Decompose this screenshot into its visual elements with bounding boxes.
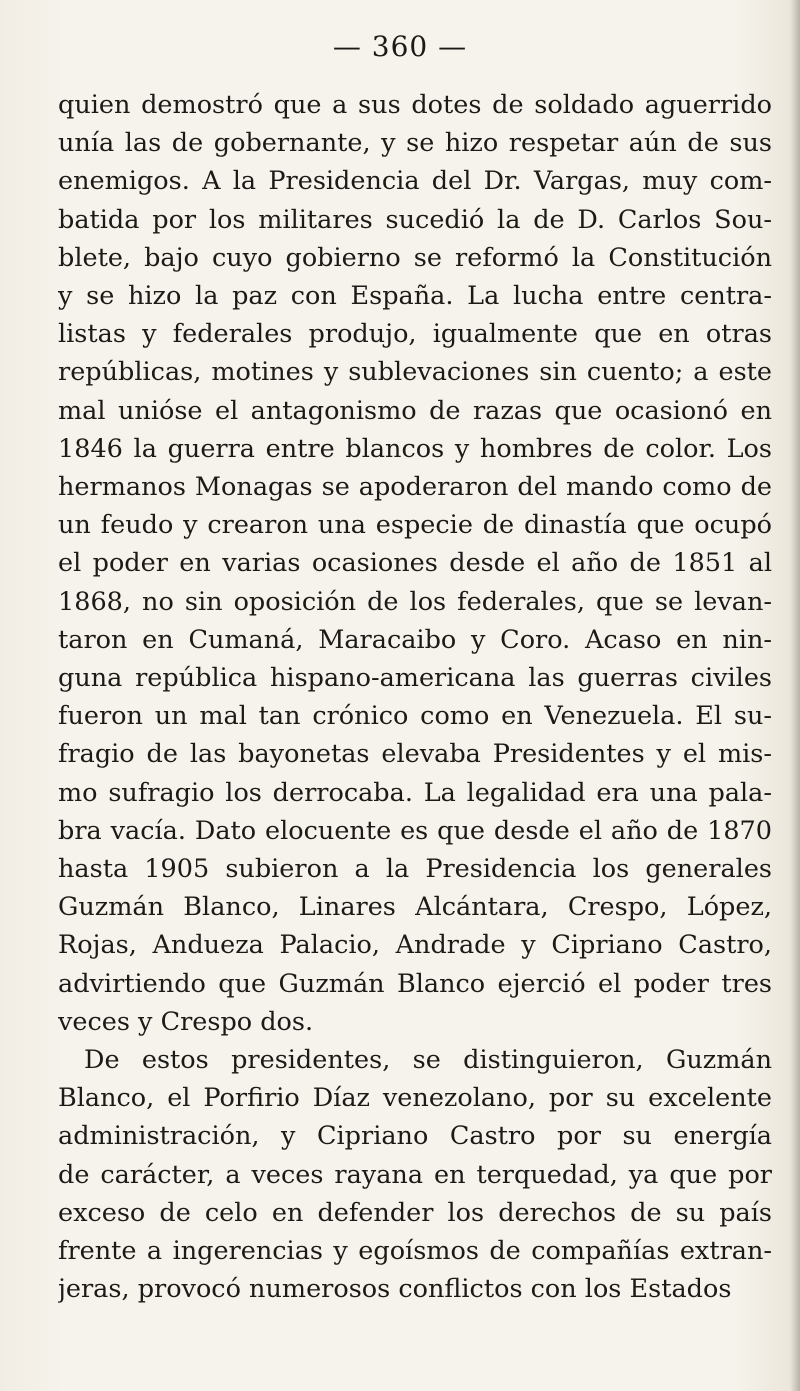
text-line: jeras, provocó numerosos conflictos con los Estados (58, 1274, 732, 1305)
text-line: quien demostró que a sus dotes de soldado aguerrido (58, 90, 772, 120)
text-line: el poder en varias ocasiones desde el año de 1851 al (58, 548, 772, 579)
text-line: bra vacía. Dato elocuente es que desde el año de 1870 (58, 815, 772, 846)
text-line: mo sufragio los derrocaba. La legalidad era una pala- (58, 777, 772, 808)
text-line: blete, bajo cuyo gobierno se reformó la Constitución (58, 242, 772, 273)
text-line: un feudo y crearon una especie de dinastía que ocupó (58, 510, 772, 541)
text-line: administración, y Cipriano Castro por su energía (58, 1121, 772, 1152)
page-body (58, 86, 772, 1309)
text-line: batida por los militares sucedió la de D. Carlos Sou- (58, 204, 772, 235)
page-number-header: — 360 — (332, 30, 468, 63)
text-line: guna república hispano-americana las guerras civiles (58, 663, 772, 694)
text-line: Blanco, el Porfirio Díaz venezolano, por su excelente (58, 1083, 772, 1114)
text-line: 1846 la guerra entre blancos y hombres de color. Los (58, 433, 772, 464)
text-line: enemigos. A la Presidencia del Dr. Vargas, muy com- (58, 166, 772, 197)
text-line: veces y Crespo dos. (58, 1006, 314, 1037)
text-line: advirtiendo que Guzmán Blanco ejerció el poder tres (58, 968, 772, 999)
text-line: taron en Cumaná, Maracaibo y Coro. Acaso en nin- (58, 624, 772, 655)
text-line: Rojas, Andueza Palacio, Andrade y Cipriano Castro, (58, 930, 772, 961)
text-line: mal unióse el antagonismo de razas que ocasionó en (58, 395, 772, 426)
text-line: y se hizo la paz con España. La lucha entre centra- (58, 281, 772, 312)
text-line: Guzmán Blanco, Linares Alcántara, Crespo, López, (58, 892, 772, 923)
text-line: hasta 1905 subieron a la Presidencia los generales (58, 854, 772, 885)
text-line: fragio de las bayonetas elevaba Presidentes y el mis- (58, 739, 772, 770)
text-line: De estos presidentes, se distinguieron, Guzmán (84, 1045, 772, 1076)
text-line: listas y federales produjo, igualmente que en otras (58, 319, 772, 350)
text-line: repúblicas, motines y sublevaciones sin cuento; a este (58, 357, 772, 388)
text-line: frente a ingerencias y egoísmos de compañías extran- (58, 1236, 772, 1267)
text-line: unía las de gobernante, y se hizo respetar aún de sus (58, 128, 772, 159)
text-line: hermanos Monagas se apoderaron del mando como de (58, 472, 772, 503)
paragraph-1 (58, 86, 772, 1041)
page-edge-shadow (790, 0, 800, 1391)
text-line: 1868, no sin oposición de los federales, que se levan- (58, 586, 772, 617)
paragraph-2 (58, 1041, 772, 1308)
text-line: de carácter, a veces rayana en terquedad, ya que por (58, 1159, 772, 1190)
text-line: exceso de celo en defender los derechos de su país (58, 1197, 772, 1228)
text-line: fueron un mal tan crónico como en Venezuela. El su- (58, 701, 772, 732)
